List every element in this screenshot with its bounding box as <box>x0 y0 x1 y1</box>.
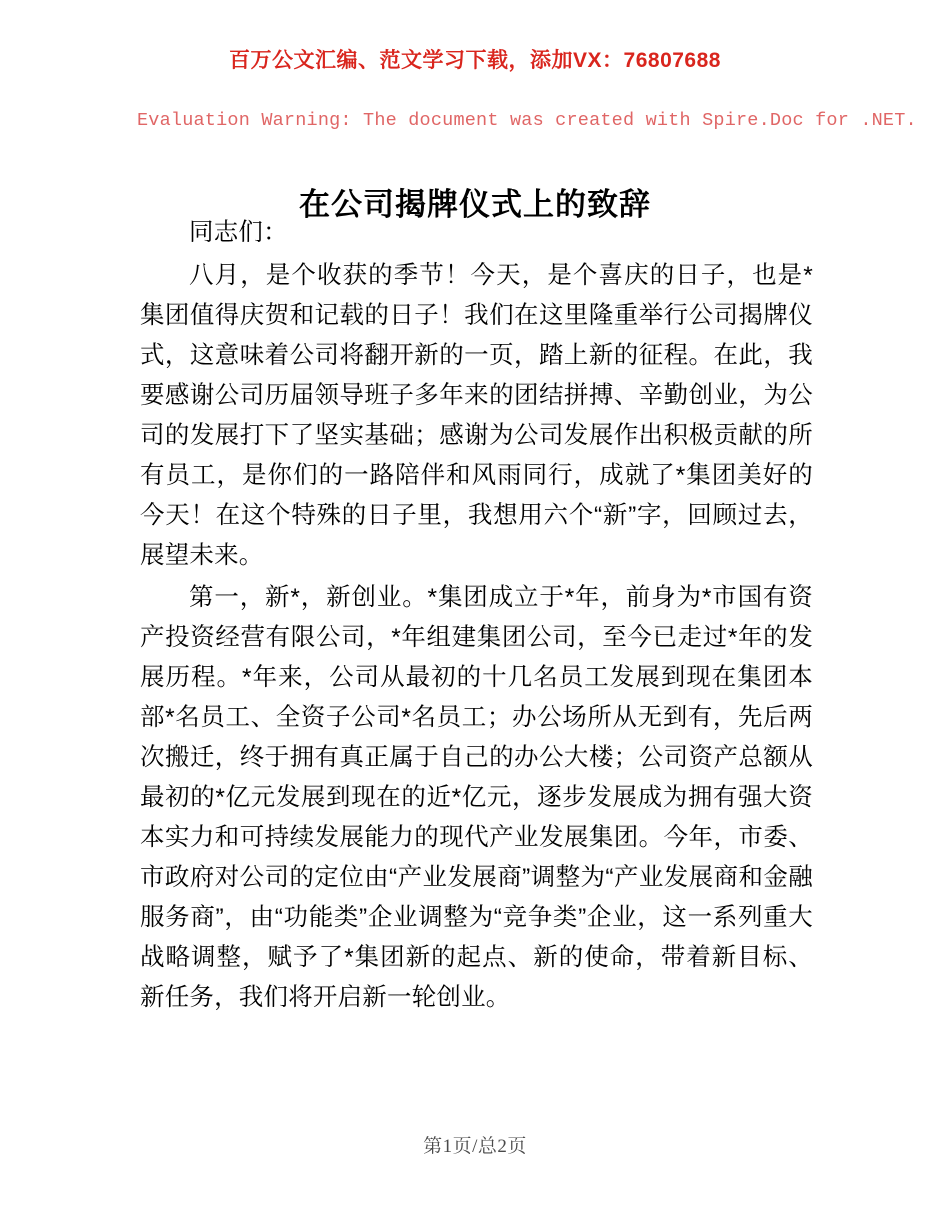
page-title: 在公司揭牌仪式上的致辞 <box>299 186 651 222</box>
promo-banner: 百万公文汇编、范文学习下载，添加VX：76807688 <box>229 49 721 72</box>
page-number-footer: 第1页/总2页 <box>423 1136 527 1157</box>
paragraph-opening: 八月，是个收获的季节！今天，是个喜庆的日子，也是*集团值得庆贺和记载的日子！我们在这里隆重举行公司揭牌仪式，这意味着公司将翻开新的一页，踏上新的征程。在此，我要感谢公司历届领导班子多年来的团结拼搏、辛勤创业，为公司的发展打下了坚实基础；感谢为公司发展作出积极贡献的所有员工，是你们的一路陪伴和风雨同行，成就了*集团美好的今天！在这个特殊的日子里，我想用六个“新”字，回顾过去，展望未来。 <box>140 262 813 569</box>
paragraph-salutation: 同志们： <box>189 219 288 246</box>
paragraph-section-one: 第一，新*，新创业。*集团成立于*年，前身为*市国有资产投资经营有限公司，*年组建集团公司，至今已走过*年的发展历程。*年来，公司从最初的十几名员工发展到现在集团本部*名员工、全资子公司*名员工；办公场所从无到有，先后两次搬迁，终于拥有真正属于自己的办公大楼；公司资产总额从最初的*亿元发展到现在的近*亿元，逐步发展成为拥有强大资本实力和可持续发展能力的现代产业发展集团。今年，市委、市政府对公司的定位由“产业发展商”调整为“产业发展商和金融服务商”，由“功能类”企业调整为“竞争类”企业，这一系列重大战略调整，赋予了*集团新的起点、新的使命，带着新目标、新任务，我们将开启新一轮创业。 <box>140 584 813 1011</box>
evaluation-warning: Evaluation Warning: The document was created with Spire.Doc for .NET. <box>137 110 917 131</box>
document-body <box>140 213 813 1020</box>
